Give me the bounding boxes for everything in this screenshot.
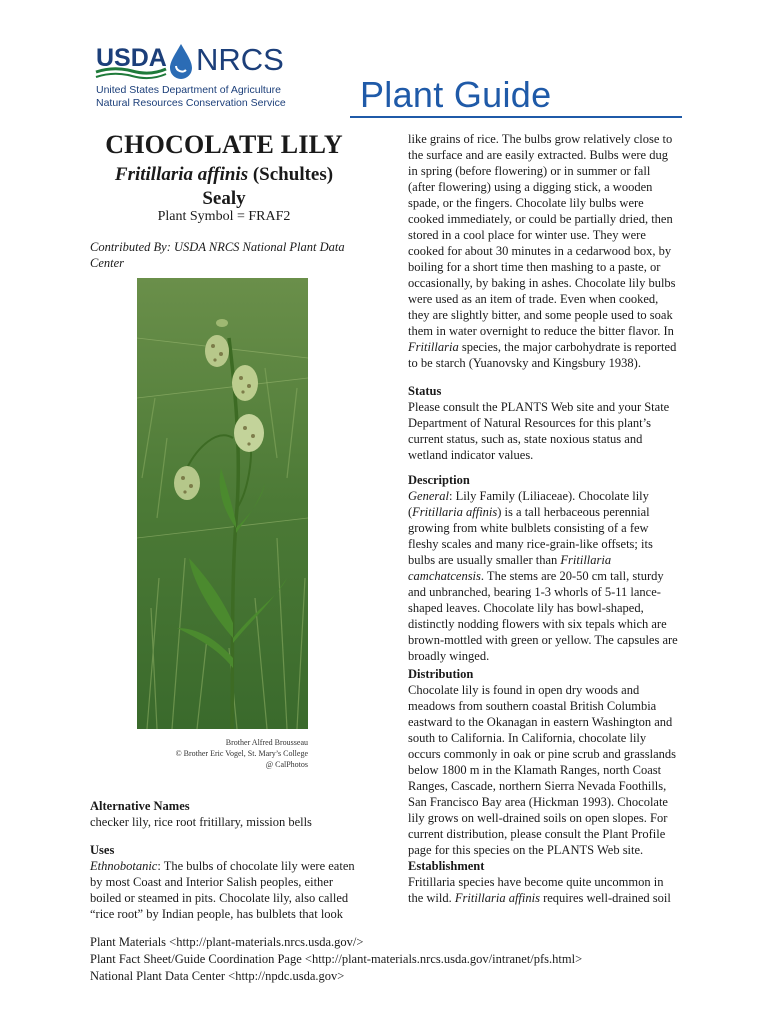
description-italic-2: Fritillaria camchatcensis <box>408 553 612 583</box>
footer-coordination-link[interactable]: Plant Fact Sheet/Guide Coordination Page <http://plant-materials.nrcs.usda.gov/intranet/pfs.html> <box>90 952 583 966</box>
uses-cont-text-b: species, the major carbohydrate is reported to be starch (Yuanovsky and Kingsbury 1938). <box>408 340 677 370</box>
logo-tagline-1: United States Department of Agriculture <box>96 84 282 96</box>
alternative-names-section <box>90 798 360 830</box>
uses-heading: Uses <box>90 843 115 857</box>
authority-part2: Sealy <box>202 188 246 209</box>
plant-symbol: Plant Symbol = FRAF2 <box>157 209 291 224</box>
description-section <box>408 472 680 664</box>
distribution-heading: Distribution <box>408 667 474 681</box>
establishment-heading: Establishment <box>408 859 485 873</box>
distribution-section <box>408 666 680 858</box>
genus-species: Fritillaria affinis <box>114 164 249 185</box>
footer-npdc-link[interactable]: National Plant Data Center <http://npdc.usda.gov> <box>90 969 345 983</box>
uses-continued <box>408 131 680 371</box>
usda-logo-text: USDA <box>96 44 167 72</box>
description-italic-1: Fritillaria affinis <box>412 505 498 519</box>
establishment-section <box>408 858 680 906</box>
water-drop-icon <box>170 44 192 79</box>
alternative-names-text: checker lily, rice root fritillary, mission bells <box>90 815 312 829</box>
establishment-italic: Fritillaria affinis <box>454 891 540 905</box>
distribution-text: Chocolate lily is found in open dry woods and meadows from southern coastal British Columbia eastward to the Okanagan in eastern Washington and south to California. In California, chocolate lily occurs commonly in oak or pine scrub and grasslands below 1800 m in the Klamath Ranges, north Coast Ranges, Cascade, northern Sierra Nevada Foothills, San Francisco Bay area (Hickman 1993). Chocolate lily grows on well-drained soils on open slopes. For current distribution, please consult the Plant Profile page for this species on the PLANTS Web site. <box>408 683 676 857</box>
scientific-name <box>90 163 358 211</box>
logo-tagline-2: Natural Resources Conservation Service <box>96 97 286 109</box>
description-part-2: ) is a tall herbaceous perennial growing from white bulblets consisting of a few fleshy scales and many rice-grain-like offsets; its bulbs are usually smaller than <box>408 505 653 567</box>
description-text <box>408 488 680 664</box>
photo-caption <box>110 737 308 770</box>
description-heading: Description <box>408 473 470 487</box>
alternative-names-heading: Alternative Names <box>90 799 190 813</box>
uses-body: : The bulbs of chocolate lily were eaten by most Coast and Interior Salish peoples, either boiled or steamed in pits. Chocolate lily, also called “rice root” by Indian people, has bulblets that look <box>90 859 355 921</box>
authority-part1: (Schultes) <box>252 164 334 185</box>
header-divider <box>350 116 682 118</box>
uses-cont-text-a: like grains of rice. The bulbs grow relatively close to the surface and are easily extracted. Bulbs were dug in spring (before flowering) or in summer or fall (after flowering) using a digging stick, a wooden spade, or the fingers. Chocolate lily bulbs were cooked immediately, or could be partially dried, then stored in a cool place for winter use. They were cooked for about 30 minutes in a cedarwood box, by boiling for a short time then mashing to a paste, or occasionally, by baking in ashes. Chocolate lily bulbs were used as an item of trade. Even when cooked, they are slightly bitter, and some people used to soak them in water overnight to reduce the bitter flavor. In <box>408 132 676 338</box>
caption-line-2: © Brother Eric Vogel, St. Mary’s College <box>175 749 308 758</box>
status-text: Please consult the PLANTS Web site and your State Department of Natural Resources for this plant’s current status, such as, state noxious status and wetland indicator values. <box>408 400 670 462</box>
common-name-title: CHOCOLATE LILY <box>105 130 343 159</box>
uses-label: Ethnobotanic <box>90 859 158 873</box>
establishment-part-2: requires well-drained soil <box>539 891 671 905</box>
uses-text <box>90 858 360 922</box>
footer-links <box>90 934 710 985</box>
establishment-text <box>408 874 680 906</box>
caption-line-1: Brother Alfred Brousseau <box>225 738 308 747</box>
description-label: General <box>408 489 449 503</box>
footer-plant-materials-link[interactable]: Plant Materials <http://plant-materials.nrcs.usda.gov/> <box>90 935 364 949</box>
uses-cont-italic: Fritillaria <box>408 340 459 354</box>
document-type-title: Plant Guide <box>360 74 552 115</box>
establishment-part-1: Fritillaria species have become quite uncommon in the wild. <box>408 875 664 905</box>
status-section <box>408 383 680 463</box>
contributor-credit: Contributed By: USDA NRCS National Plant Data Center <box>90 240 345 270</box>
caption-line-3: @ CalPhotos <box>265 760 308 769</box>
description-part-3: . The stems are 20-50 cm tall, sturdy and unbranched, bearing 1-3 whorls of 5-11 lance-shaped leaves. Chocolate lily has bowl-shaped, distinctly nodding flowers with six tepals which are brown-mottled with green or yellow. The capsules are broadly winged. <box>408 569 678 663</box>
uses-section <box>90 842 360 922</box>
plant-photo <box>137 278 308 729</box>
nrcs-logo-text: NRCS <box>196 42 284 77</box>
description-part-1: : Lily Family (Liliaceae). Chocolate lily ( <box>408 489 649 519</box>
status-heading: Status <box>408 384 442 398</box>
